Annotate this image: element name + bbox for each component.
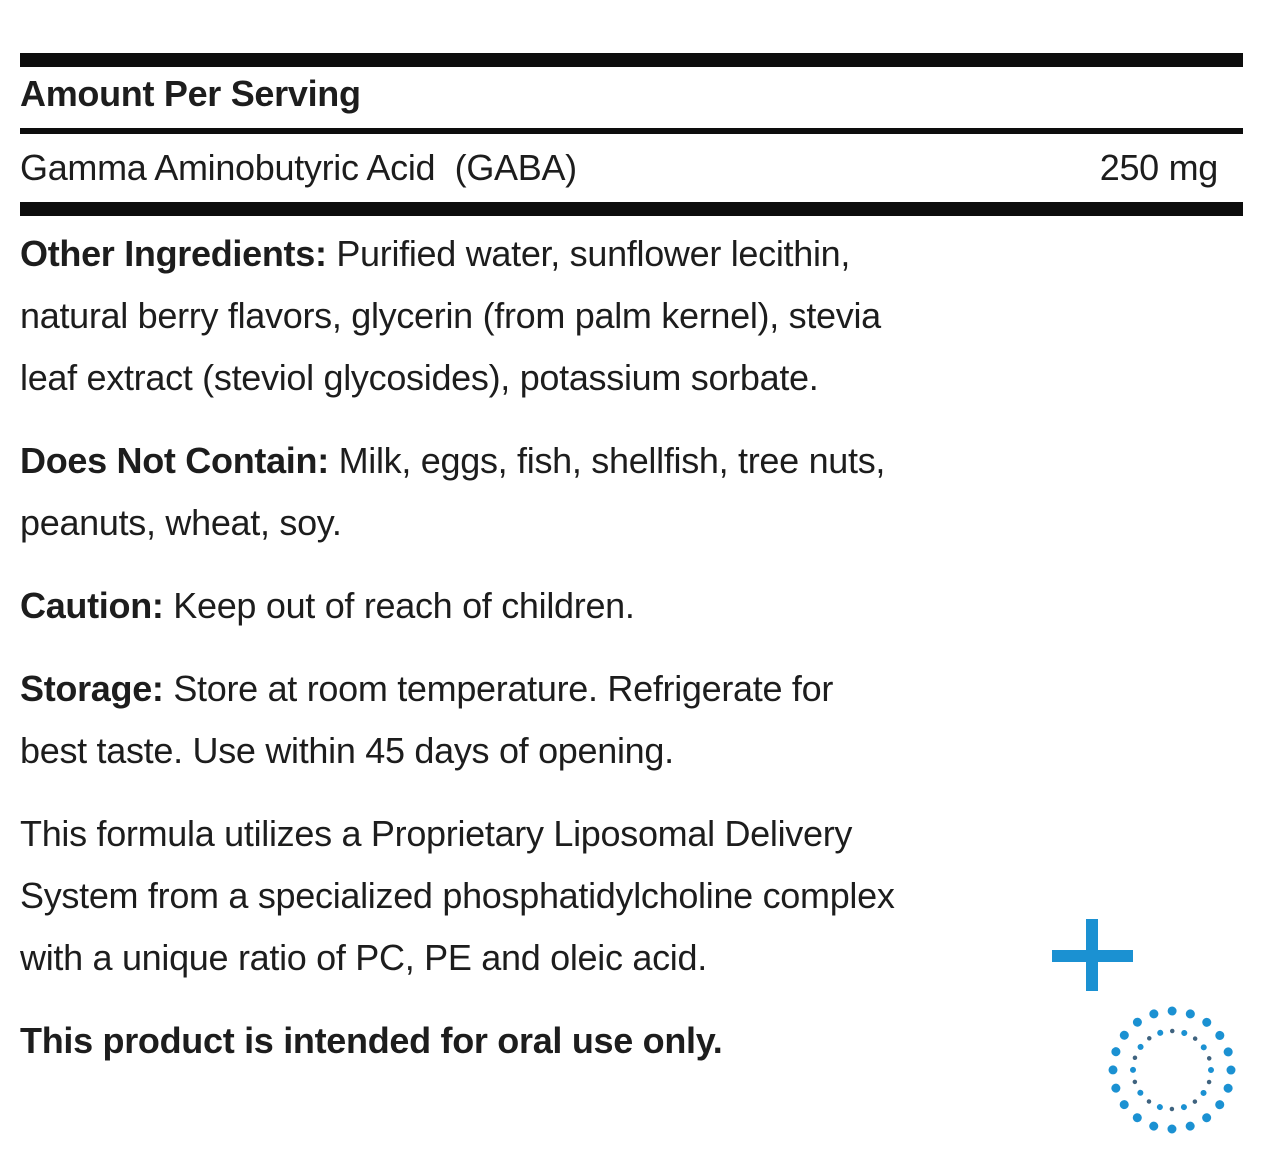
text-line: with a unique ratio of PC, PE and oleic acid. [20, 937, 707, 978]
text-line: natural berry flavors, glycerin (from palm kernel), stevia [20, 295, 881, 336]
does-not-contain-text: Milk, eggs, fish, shellfish, tree nuts, [328, 440, 886, 481]
ingredient-row [20, 134, 1243, 202]
other-ingredients-text: Purified water, sunflower lecithin, [326, 233, 851, 274]
divider-thick-bottom [20, 202, 1243, 216]
text-line [20, 658, 1243, 720]
text-line [20, 223, 1243, 285]
caution-paragraph [20, 575, 1243, 637]
text-line [20, 430, 1243, 492]
caution-label: Caution: [20, 585, 164, 626]
oral-use-paragraph [20, 1010, 1243, 1072]
caution-text: Keep out of reach of children. [163, 585, 635, 626]
ingredient-amount: 250 mg [1099, 147, 1218, 188]
does-not-contain-label: Does Not Contain: [20, 440, 329, 481]
other-ingredients-label: Other Ingredients: [20, 233, 327, 274]
dotted-circle-icon [1102, 1000, 1242, 1140]
text-line: peanuts, wheat, soy. [20, 502, 342, 543]
plus-icon [1052, 919, 1133, 991]
other-ingredients-paragraph [20, 223, 1243, 409]
storage-text: Store at room temperature. Refrigerate for [163, 668, 834, 709]
text-line: best taste. Use within 45 days of opening. [20, 730, 674, 771]
text-line: leaf extract (steviol glycosides), potassium sorbate. [20, 357, 819, 398]
does-not-contain-paragraph [20, 430, 1243, 554]
text-line: This formula utilizes a Proprietary Liposomal Delivery [20, 813, 853, 854]
ingredient-name: Gamma Aminobutyric Acid (GABA) [20, 147, 577, 188]
amount-per-serving-heading: Amount Per Serving [20, 73, 361, 114]
oral-use-text: This product is intended for oral use only. [20, 1020, 723, 1061]
storage-paragraph [20, 658, 1243, 782]
storage-label: Storage: [20, 668, 164, 709]
divider-thick-top [20, 53, 1243, 67]
text-line [20, 575, 1243, 637]
text-line: System from a specialized phosphatidylcholine complex [20, 875, 895, 916]
